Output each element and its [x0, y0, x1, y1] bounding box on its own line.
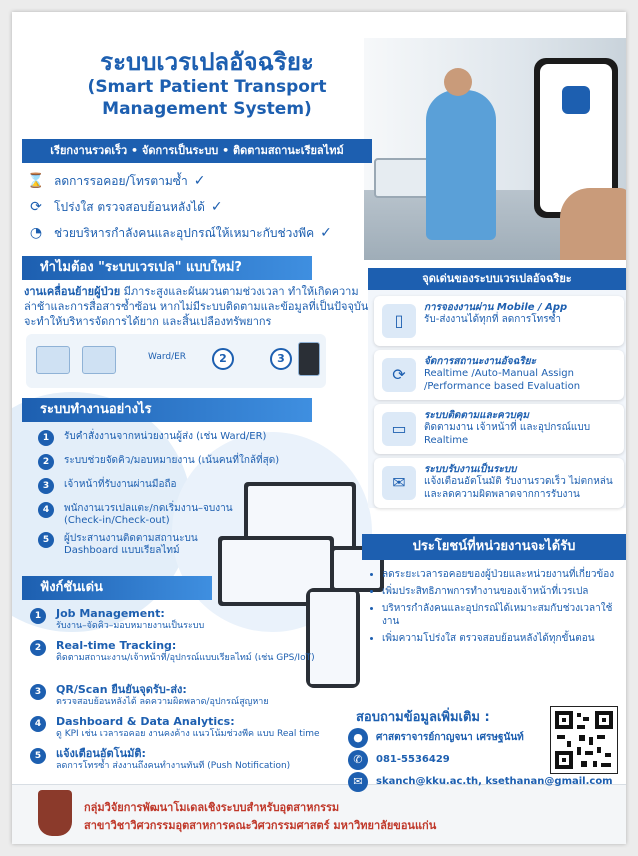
hourglass-icon: ⌛ [27, 173, 45, 189]
highlights-heading: จุดเด่นของระบบเวรเปลอัจฉริยะ [368, 268, 626, 290]
porter-figure [426, 90, 496, 240]
step-number: 1 [38, 430, 54, 446]
function-title: แจ้งเตือนอัตโนมัติ: [56, 747, 146, 760]
feature-label: ช่วยบริหารกำลังคนและอุปกรณ์ให้เหมาะกับช่วงพีค [54, 225, 315, 240]
benefit-item: • บริหารกำลังคนและอุปกรณ์ได้เหมาะสมกับช่วงเวลาใช้งาน [382, 602, 622, 628]
title-english [32, 76, 382, 120]
university-crest-icon [38, 790, 72, 836]
step-text: เจ้าหน้าที่รับงานผ่านมือถือ [64, 479, 177, 490]
person-icon: ● [348, 728, 368, 748]
function-number: 1 [30, 608, 46, 624]
why-heading: ทำไมต้อง "ระบบเวรเปล" แบบใหม่? [22, 256, 312, 280]
function-number: 3 [30, 684, 46, 700]
why-paragraph [24, 284, 372, 329]
benefits-heading: ประโยชน์ที่หน่วยงานจะได้รับ [362, 534, 626, 560]
email-address[interactable]: skanch@kku.ac.th, ksethanan@gmail.com [376, 776, 613, 787]
benefit-item: • ลดระยะเวลารอคอยของผู้ป่วยและหน่วยงานที่เกี่ยวข้อง [382, 568, 622, 581]
highlight-item [374, 296, 624, 346]
footer-line1: กลุ่มวิจัยการพัฒนาโมเดลเชิงระบบสำหรับอุตสาหกรรม [84, 801, 340, 814]
function-title: Dashboard & Data Analytics: [56, 715, 235, 728]
function-item [34, 640, 334, 664]
step-text: รับคำสั่งงานจากหน่วยงานผู้ส่ง (เช่น Ward/ER) [64, 431, 267, 442]
email-icon: ✉ [348, 772, 368, 792]
phone-number: 081-5536429 [376, 754, 450, 765]
step-number: 4 [38, 502, 54, 518]
functions-heading: ฟังก์ชันเด่น [22, 576, 212, 600]
check-icon: ✓ [320, 225, 332, 241]
hand-holding-phone [560, 188, 626, 260]
highlight-item [374, 404, 624, 454]
highlight-title: ระบบติดตามและควบคุม [424, 410, 530, 421]
highlight-text: Realtime /Auto-Manual Assign /Performance based Evaluation [424, 368, 581, 392]
flow-step-badge: 3 [270, 348, 292, 370]
notification-icon: ✉ [382, 466, 416, 500]
workflow-step [38, 502, 248, 526]
function-text: ตรวจสอบย้อนหลังได้ ลดความผิดพลาด/อุปกรณ์สูญหาย [56, 697, 269, 707]
workflow-step [38, 430, 358, 450]
highlight-item [374, 350, 624, 400]
highlight-text: รับ-ส่งงานได้ทุกที่ ลดการโทรซ้ำ [424, 314, 561, 325]
qr-code-icon [551, 707, 617, 773]
qr-code[interactable] [550, 706, 618, 774]
footer-line2: สาขาวิชาวิศวกรรมอุตสาหการคณะวิศวกรรมศาสตร์ มหาวิทยาลัยขอนแก่น [84, 819, 437, 832]
function-item [34, 608, 334, 632]
benefits-list [370, 568, 622, 649]
title-english-line1: (Smart Patient Transport [87, 77, 327, 97]
medical-cross-icon [562, 86, 590, 114]
feature-row [26, 196, 376, 218]
contact-person [348, 728, 568, 748]
flow-step-badge: 2 [212, 348, 234, 370]
contact-name: ศาสตราจารย์กาญจนา เศรษฐนันท์ [376, 732, 524, 743]
porter-head [444, 68, 472, 96]
phone-device [306, 588, 360, 688]
feature-row [26, 222, 376, 244]
sync-icon: ⟳ [382, 358, 416, 392]
phone-icon [298, 342, 320, 376]
highlight-text: แจ้งเตือนอัตโนมัติ รับงานรวดเร็ว ไม่ตกหล่น และลดความผิดพลาดจากการรับงาน [424, 476, 613, 500]
check-icon: ✓ [210, 199, 223, 215]
step-number: 2 [38, 454, 54, 470]
mobile-icon: ▯ [382, 304, 416, 338]
workflow-step [38, 532, 248, 556]
function-number: 4 [30, 716, 46, 732]
building-icon [82, 346, 116, 374]
function-item [34, 748, 334, 772]
step-number: 3 [38, 478, 54, 494]
phone-icon: ✆ [348, 750, 368, 770]
highlight-title: ระบบรับงานเป็นระบบ [424, 464, 517, 475]
why-body: มีภาระสูงและผันผวนตามช่วงเวลา ทำให้เกิดความล่าช้าและการสื่อสารซ้ำซ้อน หากไม่มีระบบติดตามและข้อมูลที่เป็นปัจจุบันจะทำให้บริหารจัดการได้ยาก และสิ้นเปลืองทรัพยากร [24, 285, 369, 328]
title-thai: ระบบเวรเปลอัจฉริยะ [100, 48, 314, 76]
benefit-item: • เพิ่มความโปร่งใส ตรวจสอบย้อนหลังได้ทุกขั้นตอน [382, 632, 622, 645]
function-title: Job Management: [56, 607, 165, 620]
highlight-text: ติดตามงาน เจ้าหน้าที่ และอุปกรณ์แบบ Realtime [424, 422, 591, 446]
contact-email [348, 772, 613, 792]
feature-label: โปร่งใส ตรวจสอบย้อนหลังได้ [54, 199, 205, 214]
function-item [34, 716, 334, 740]
function-number: 5 [30, 748, 46, 764]
highlight-title: การจองงานผ่าน Mobile / App [424, 302, 568, 313]
workflow-step [38, 454, 358, 474]
phone-screen [310, 592, 356, 684]
hero-image [364, 38, 626, 260]
monitor-icon: ▭ [382, 412, 416, 446]
function-title: QR/Scan ยืนยันจุดรับ-ส่ง: [56, 683, 187, 696]
highlight-title: จัดการสถานะงานอัจฉริยะ [424, 356, 536, 367]
function-item [34, 684, 334, 708]
contact-phone [348, 750, 568, 770]
benefit-item: • เพิ่มประสิทธิภาพการทำงานของเจ้าหน้าที่เวรเปล [382, 585, 622, 598]
step-text: พนักงานเวรเปลแตะ/กดเริ่มงาน–จบงาน (Check-in/Check-out) [64, 503, 233, 526]
function-text: ติดตามสถานะงาน/เจ้าหน้าที่/อุปกรณ์แบบเรียลไทม์ (เช่น GPS/IoT) [56, 653, 315, 663]
feature-label: ลดการรอคอย/โทรตามซ้ำ [54, 173, 188, 188]
highlight-item [374, 458, 624, 508]
step-text: ระบบช่วยจัดคิว/มอบหมายงาน (เน้นคนที่ใกล้ที่สุด) [64, 455, 280, 466]
contact-heading: สอบถามข้อมูลเพิ่มเติม : [356, 710, 490, 725]
refresh-icon: ⟳ [30, 199, 42, 215]
function-text: รับงาน–จัดคิว–มอบหมายงานเป็นระบบ [56, 621, 205, 631]
workflow-illustration [26, 334, 326, 388]
hospital-icon [36, 346, 70, 374]
clock-icon: ◔ [29, 225, 43, 241]
function-title: Real-time Tracking: [56, 639, 177, 652]
check-icon: ✓ [193, 173, 206, 189]
tagline-bar: เรียกงานรวดเร็ว • จัดการเป็นระบบ • ติดตามสถานะเรียลไทม์ [22, 139, 372, 163]
poster [12, 12, 626, 844]
function-text: ลดการโทรซ้ำ ส่งงานถึงคนทำงานทันที (Push Notification) [56, 761, 291, 771]
why-bold-lead: งานเคลื่อนย้ายผู้ป่วย [24, 285, 121, 298]
workflow-heading: ระบบทำงานอย่างไร [22, 398, 312, 422]
step-text: ผู้ประสานงานติดตามสถานะบน Dashboard แบบเรียลไทม์ [64, 533, 198, 556]
ward-label: Ward/ER [148, 352, 187, 362]
title-english-line2: Management System) [102, 99, 312, 119]
feature-row [26, 170, 376, 192]
function-number: 2 [30, 640, 46, 656]
step-number: 5 [38, 532, 54, 548]
function-text: ดู KPI เช่น เวลารอคอย งานคงค้าง แนวโน้มช่วงพีค แบบ Real time [56, 729, 320, 739]
